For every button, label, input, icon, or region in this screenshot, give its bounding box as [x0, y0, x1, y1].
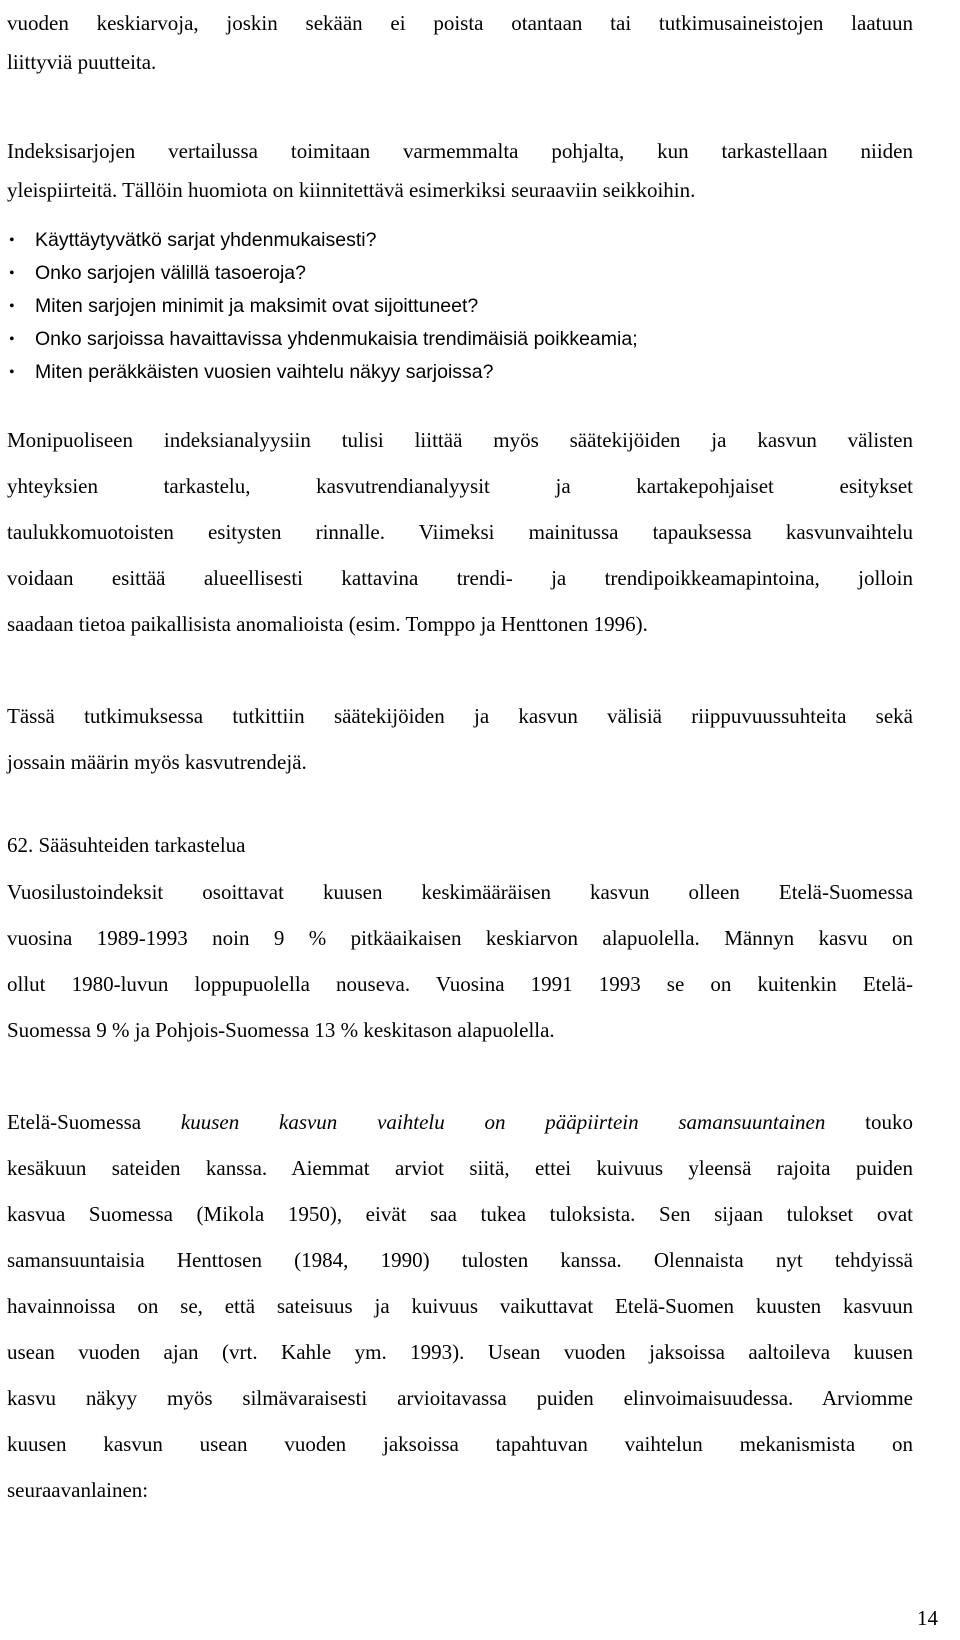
- text-line: ollut 1980-luvun loppupuolella nouseva. Vuosina 1991 1993 se on kuitenkin Etelä-: [7, 972, 913, 996]
- text-line: Vuosilustoindeksit osoittavat kuusen keskimääräisen kasvun olleen Etelä-Suomessa: [7, 880, 913, 904]
- emphasized-text: kuusen kasvun vaihtelu on pääpiirtein samansuuntainen: [180, 1110, 826, 1134]
- text-line: [7, 1099, 913, 1145]
- paragraph-study-scope: [7, 693, 913, 785]
- bullet-marker: •: [9, 331, 15, 348]
- text-line: Monipuoliseen indeksianalyysiin tulisi liittää myös säätekijöiden ja kasvun välisten: [7, 428, 913, 452]
- text-line: saadaan tietoa paikallisista anomalioista (esim. Tomppo ja Henttonen 1996).: [7, 612, 648, 636]
- text-line: havainnoissa on se, että sateisuus ja kuivuus vaikuttavat Etelä-Suomen kuusten kasvuun: [7, 1294, 913, 1318]
- text-line: kasvua Suomessa (Mikola 1950), eivät saa tukea tuloksista. Sen sijaan tulokset ovat: [7, 1202, 913, 1226]
- paragraph-spruce-growth: [7, 1099, 913, 1513]
- paragraph-sample-quality: [7, 4, 913, 82]
- text-run: touko: [825, 1110, 913, 1134]
- list-item: [7, 224, 913, 257]
- list-item: [7, 356, 913, 389]
- list-item: [7, 290, 913, 323]
- bullet-list: [7, 224, 913, 389]
- text-line: Indeksisarjojen vertailussa toimitaan varmemmalta pohjalta, kun tarkastellaan niiden: [7, 139, 913, 163]
- section-heading: 62. Sääsuhteiden tarkastelua: [7, 833, 246, 857]
- text-run: Etelä-Suomessa: [7, 1110, 181, 1134]
- list-item-text: Miten peräkkäisten vuosien vaihtelu näkyy sarjoissa?: [35, 361, 494, 383]
- text-line: seuraavanlainen:: [7, 1478, 149, 1502]
- list-item-text: Onko sarjojen välillä tasoeroja?: [35, 262, 306, 284]
- bullet-marker: •: [9, 298, 15, 315]
- paragraph-index-series: [7, 132, 913, 210]
- bullet-marker: •: [9, 265, 15, 282]
- text-line: samansuuntaisia Henttosen (1984, 1990) tulosten kanssa. Olennaista nyt tehdyissä: [7, 1248, 913, 1272]
- text-line: jossain määrin myös kasvutrendejä.: [7, 750, 307, 774]
- list-item-text: Onko sarjoissa havaittavissa yhdenmukaisia trendimäisiä poikkeamia;: [35, 328, 638, 350]
- page-number: 14: [917, 1606, 938, 1630]
- text-line: kesäkuun sateiden kanssa. Aiemmat arviot siitä, ettei kuivuus yleensä rajoita puiden: [7, 1156, 913, 1180]
- text-line: kuusen kasvun usean vuoden jaksoissa tapahtuvan vaihtelun mekanismista on: [7, 1432, 913, 1456]
- text-line: vuoden keskiarvoja, joskin sekään ei poista otantaan tai tutkimusaineistojen laatuun: [7, 11, 913, 35]
- text-line: Suomessa 9 % ja Pohjois-Suomessa 13 % keskitason alapuolella.: [7, 1018, 555, 1042]
- list-item-text: Miten sarjojen minimit ja maksimit ovat sijoittuneet?: [35, 295, 479, 317]
- text-line: kasvu näkyy myös silmävaraisesti arvioitavassa puiden elinvoimaisuudessa. Arviomme: [7, 1386, 913, 1410]
- text-line: Tässä tutkimuksessa tutkittiin säätekijöiden ja kasvun välisiä riippuvuussuhteita sekä: [7, 704, 913, 728]
- paragraph-ring-indices: [7, 869, 913, 1053]
- text-line: voidaan esittää alueellisesti kattavina trendi- ja trendipoikkeamapintoina, jolloin: [7, 566, 913, 590]
- text-line: yhteyksien tarkastelu, kasvutrendianalyysit ja kartakepohjaiset esitykset: [7, 474, 913, 498]
- text-line: vuosina 1989-1993 noin 9 % pitkäaikaisen keskiarvon alapuolella. Männyn kasvu on: [7, 926, 913, 950]
- bullet-marker: •: [9, 232, 15, 249]
- bullet-marker: •: [9, 364, 15, 381]
- text-line: usean vuoden ajan (vrt. Kahle ym. 1993). Usean vuoden jaksoissa aaltoileva kuusen: [7, 1340, 913, 1364]
- list-item: [7, 323, 913, 356]
- paragraph-index-analysis: [7, 417, 913, 647]
- text-line: liittyviä puutteita.: [7, 50, 157, 74]
- text-line: taulukkomuotoisten esitysten rinnalle. Viimeksi mainitussa tapauksessa kasvunvaihtelu: [7, 520, 913, 544]
- text-line: yleispiirteitä. Tällöin huomiota on kiinnitettävä esimerkiksi seuraaviin seikkoihin.: [7, 178, 696, 202]
- list-item-text: Käyttäytyvätkö sarjat yhdenmukaisesti?: [35, 229, 377, 251]
- list-item: [7, 257, 913, 290]
